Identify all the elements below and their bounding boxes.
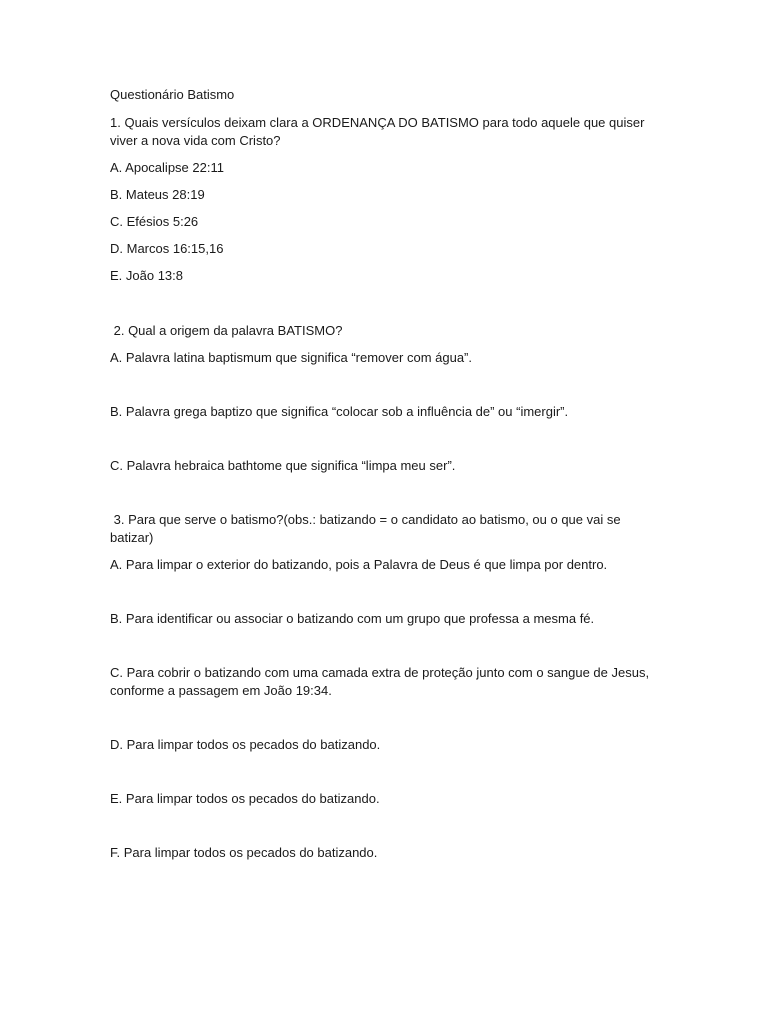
question-1-option-a: A. Apocalipse 22:11 [110, 160, 224, 175]
question-1-options [110, 159, 650, 285]
question-3-option-f: F. Para limpar todos os pecados do batizando. [110, 845, 378, 860]
question-3-option-c: C. Para cobrir o batizando com uma camada extra de proteção junto com o sangue de Jesus, conforme a passagem em João 19:34. [110, 665, 650, 698]
question-1-option-b: B. Mateus 28:19 [110, 187, 205, 202]
question-2-option-b: B. Palavra grega baptizo que significa “colocar sob a influência de” ou “imergir”. [110, 404, 569, 419]
question-3-options [110, 556, 650, 862]
question-3-option-b: B. Para identificar ou associar o batizando com um grupo que professa a mesma fé. [110, 611, 595, 626]
question-1-option-d: D. Marcos 16:15,16 [110, 241, 224, 256]
document-title: Questionário Batismo [110, 87, 235, 102]
question-2-options [110, 349, 650, 475]
question-2-option-a: A. Palavra latina baptismum que significa “remover com água”. [110, 350, 472, 365]
question-2: 2. Qual a origem da palavra BATISMO? [110, 323, 343, 338]
question-3-option-e: E. Para limpar todos os pecados do batizando. [110, 791, 380, 806]
question-3-option-d: D. Para limpar todos os pecados do batizando. [110, 737, 381, 752]
question-1: 1. Quais versículos deixam clara a ORDENANÇA DO BATISMO para todo aquele que quiser viver a nova vida com Cristo? [110, 115, 645, 148]
question-3-option-a: A. Para limpar o exterior do batizando, pois a Palavra de Deus é que limpa por dentro. [110, 557, 608, 572]
question-2-option-c: C. Palavra hebraica bathtome que significa “limpa meu ser”. [110, 458, 456, 473]
question-1-option-c: C. Efésios 5:26 [110, 214, 199, 229]
question-1-option-e: E. João 13:8 [110, 268, 183, 283]
section-spacer [110, 294, 650, 322]
document-content [110, 86, 650, 898]
question-3: 3. Para que serve o batismo?(obs.: batizando = o candidato ao batismo, ou o que vai se batizar) [110, 512, 625, 545]
